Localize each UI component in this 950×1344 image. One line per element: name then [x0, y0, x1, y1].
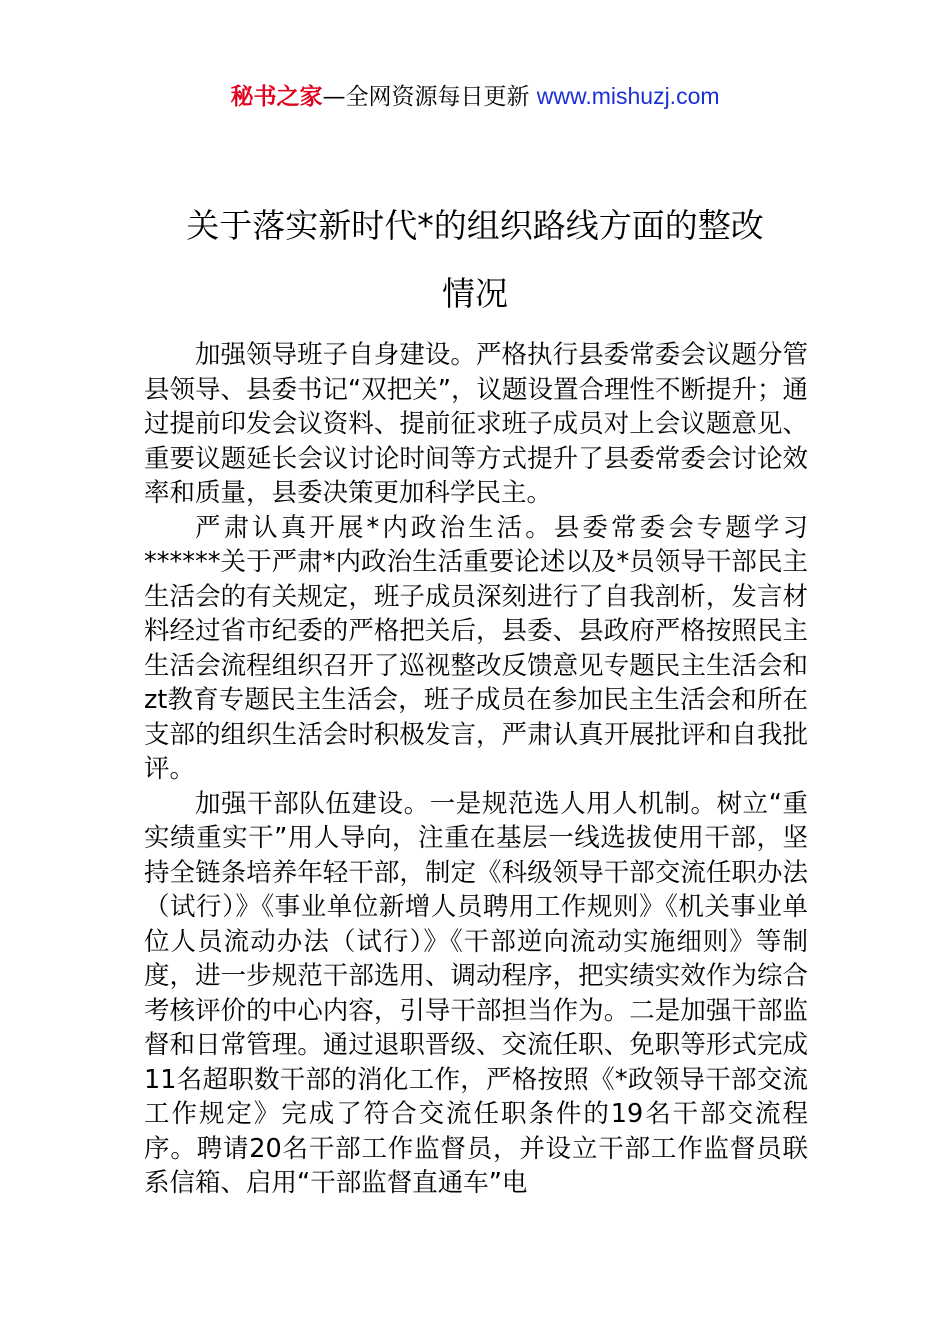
title-line-1: 关于落实新时代*的组织路线方面的整改: [186, 206, 764, 246]
document-body: [144, 338, 808, 1201]
paragraph-leadership: 加强领导班子自身建设。严格执行县委常委会议题分管县领导、县委书记“双把关”，议题设置合理性不断提升；通过提前印发会议资料、提前征求班子成员对上会议题意见、重要议题延长会议讨论时间等方式提升了县委常委会讨论效率和质量，县委决策更加科学民主。: [144, 340, 808, 508]
paragraph-political-life: 严肃认真开展*内政治生活。县委常委会专题学习******关于严肃*内政治生活重要论述以及*员领导干部民主生活会的有关规定，班子成员深刻进行了自我剖析，发言材料经过省市纪委的严格把关后，县委、县政府严格按照民主生活会流程组织召开了巡视整改反馈意见专题民主生活会和zt教育专题民主生活会，班子成员在参加民主生活会和所在支部的组织生活会时积极发言，严肃认真开展批评和自我批评。: [144, 512, 808, 784]
site-header: [0, 80, 950, 113]
document-title: [0, 192, 950, 328]
site-url-link[interactable]: www.mishuzj.com: [536, 83, 720, 109]
paragraph-cadre-team: 加强干部队伍建设。一是规范选人用人机制。树立“重实绩重实干”用人导向，注重在基层一线选拔使用干部，坚持全链条培养年轻干部，制定《科级领导干部交流任职办法（试行）》《事业单位新增人员聘用工作规则》《机关事业单位人员流动办法（试行）》《干部逆向流动实施细则》等制度，进一步规范干部选用、调动程序，把实绩实效作为综合考核评价的中心内容，引导干部担当作为。二是加强干部监督和日常管理。通过退职晋级、交流任职、免职等形式完成11名超职数干部的消化工作，严格按照《*政领导干部交流工作规定》完成了符合交流任职条件的19名干部交流程序。聘请20名干部工作监督员，并设立干部工作监督员联系信箱、启用“干部监督直通车”电: [144, 788, 808, 1198]
title-line-2: 情况: [442, 274, 508, 314]
site-brand: 秘书之家: [230, 84, 323, 110]
site-tagline: —全网资源每日更新: [322, 84, 530, 110]
